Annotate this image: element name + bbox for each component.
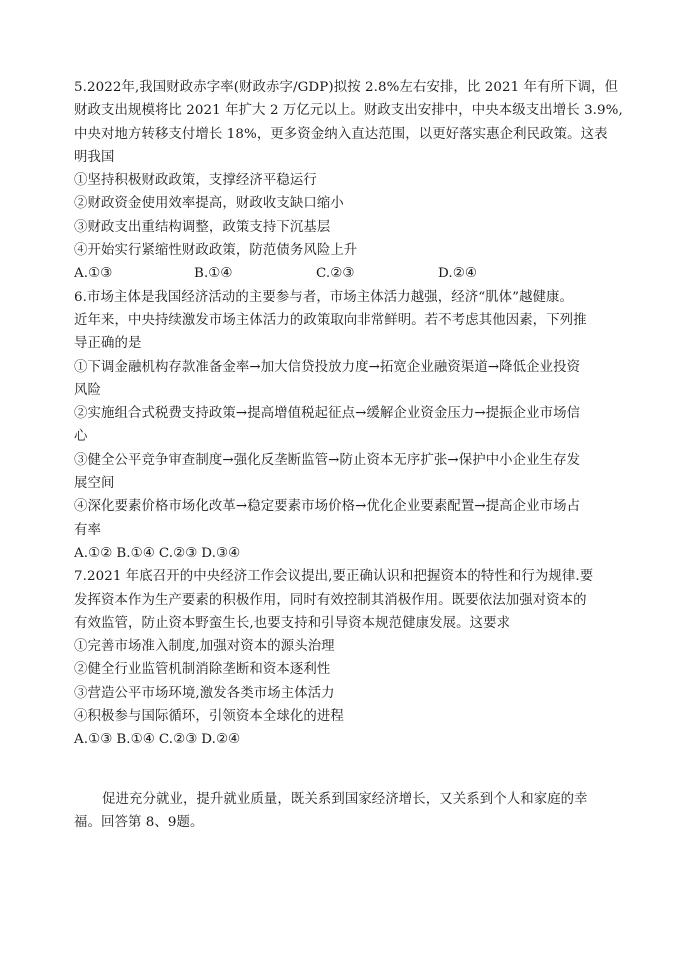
question-5-choices (74, 262, 622, 285)
question-7-option: ②健全行业监管机制消除垄断和资本逐利性 (74, 662, 331, 678)
question-7 (74, 565, 622, 751)
question-7-option: ③营造公平市场环境,激发各类市场主体活力 (74, 685, 335, 701)
choice-b: B.①④ (116, 545, 155, 561)
intro-line: 促进充分就业，提升就业质量，既关系到国家经济增长，又关系到个人和家庭的幸 (102, 791, 588, 807)
choice-d: D.③④ (201, 545, 241, 561)
question-5-option: ①坚持积极财政政策，支撑经济平稳运行 (74, 173, 317, 189)
question-5-stem-line: 财政支出规模将比 2021 年扩大 2 万亿元以上。财政支出安排中，中央本级支出增长 3.9%, (74, 103, 623, 119)
question-6-option: ③健全公平竞争审查制度→强化反垄断监管→防止资本无序扩张→保护中小企业生存发 (74, 452, 581, 468)
choice-a: A.①③ (74, 266, 113, 282)
question-5 (74, 76, 622, 286)
choice-c: C.②③ (158, 545, 198, 561)
question-6-option: 心 (74, 429, 88, 445)
choice-c: C.②③ (316, 266, 355, 282)
question-6-option: ④深化要素价格市场化改革→稳定要素市场价格→优化企业要素配置→提高企业市场占 (74, 499, 581, 515)
choice-d: D.②④ (201, 732, 241, 748)
choice-b: B.①④ (194, 266, 233, 282)
content (74, 76, 622, 834)
question-7-option: ④积极参与国际循环，引领资本全球化的进程 (74, 709, 344, 725)
question-5-stem-line: 5.2022年,我国财政赤字率(财政赤字/GDP)拟按 2.8%左右安排，比 2021 年有所下调，但 (74, 80, 619, 95)
question-6-choices (74, 542, 622, 565)
section-gap (74, 752, 622, 788)
question-5-option: ④开始实行紧缩性财政政策，防范债务风险上升 (74, 243, 358, 259)
question-7-stem-line: 7.2021 年底召开的中央经济工作会议提出,要正确认识和把握资本的特性和行为规律.要 (74, 569, 594, 585)
intro-paragraph (74, 788, 622, 835)
question-5-stem-line: 明我国 (74, 149, 115, 165)
intro-line: 福。回答第 8、9题。 (74, 814, 204, 830)
choice-b: B.①④ (116, 732, 155, 748)
question-6-option: 风险 (74, 382, 101, 398)
choice-c: C.②③ (158, 732, 198, 748)
question-6-stem-line: 近年来，中央持续激发市场主体活力的政策取向非常鲜明。若不考虑其他因素，下列推 (74, 312, 587, 328)
question-6-stem-line: 6.市场主体是我国经济活动的主要参与者，市场主体活力越强，经济“肌体”越健康。 (74, 289, 574, 305)
question-5-option: ②财政资金使用效率提高，财政收支缺口缩小 (74, 196, 344, 212)
question-6-option: 有率 (74, 522, 101, 538)
choice-a: A.①③ (74, 732, 113, 748)
question-6-stem-line: 导正确的是 (74, 336, 142, 352)
question-7-option: ①完善市场准入制度,加强对资本的源头治理 (74, 639, 335, 655)
question-7-stem-line: 有效监管，防止资本野蛮生长,也要支持和引导资本规范健康发展。这要求 (74, 615, 511, 631)
question-6-option: ②实施组合式税费支持政策→提高增值税起征点→缓解企业资金压力→提振企业市场信 (74, 406, 581, 422)
question-7-choices (74, 728, 622, 751)
question-6-option: 展空间 (74, 476, 115, 492)
question-5-option: ③财政支出重结构调整，政策支持下沉基层 (74, 219, 331, 235)
question-5-stem-line: 中央对地方转移支付增长 18%，更多资金纳入直达范围，以更好落实惠企利民政策。这表 (74, 126, 608, 142)
question-6-option: ①下调金融机构存款准备金率→加大信贷投放力度→拓宽企业融资渠道→降低企业投资 (74, 359, 581, 375)
choice-d: D.②④ (438, 266, 477, 282)
choice-a: A.①② (74, 545, 113, 561)
question-7-stem-line: 发挥资本作为生产要素的积极作用，同时有效控制其消极作用。既要依法加强对资本的 (74, 592, 587, 608)
question-6 (74, 286, 622, 566)
